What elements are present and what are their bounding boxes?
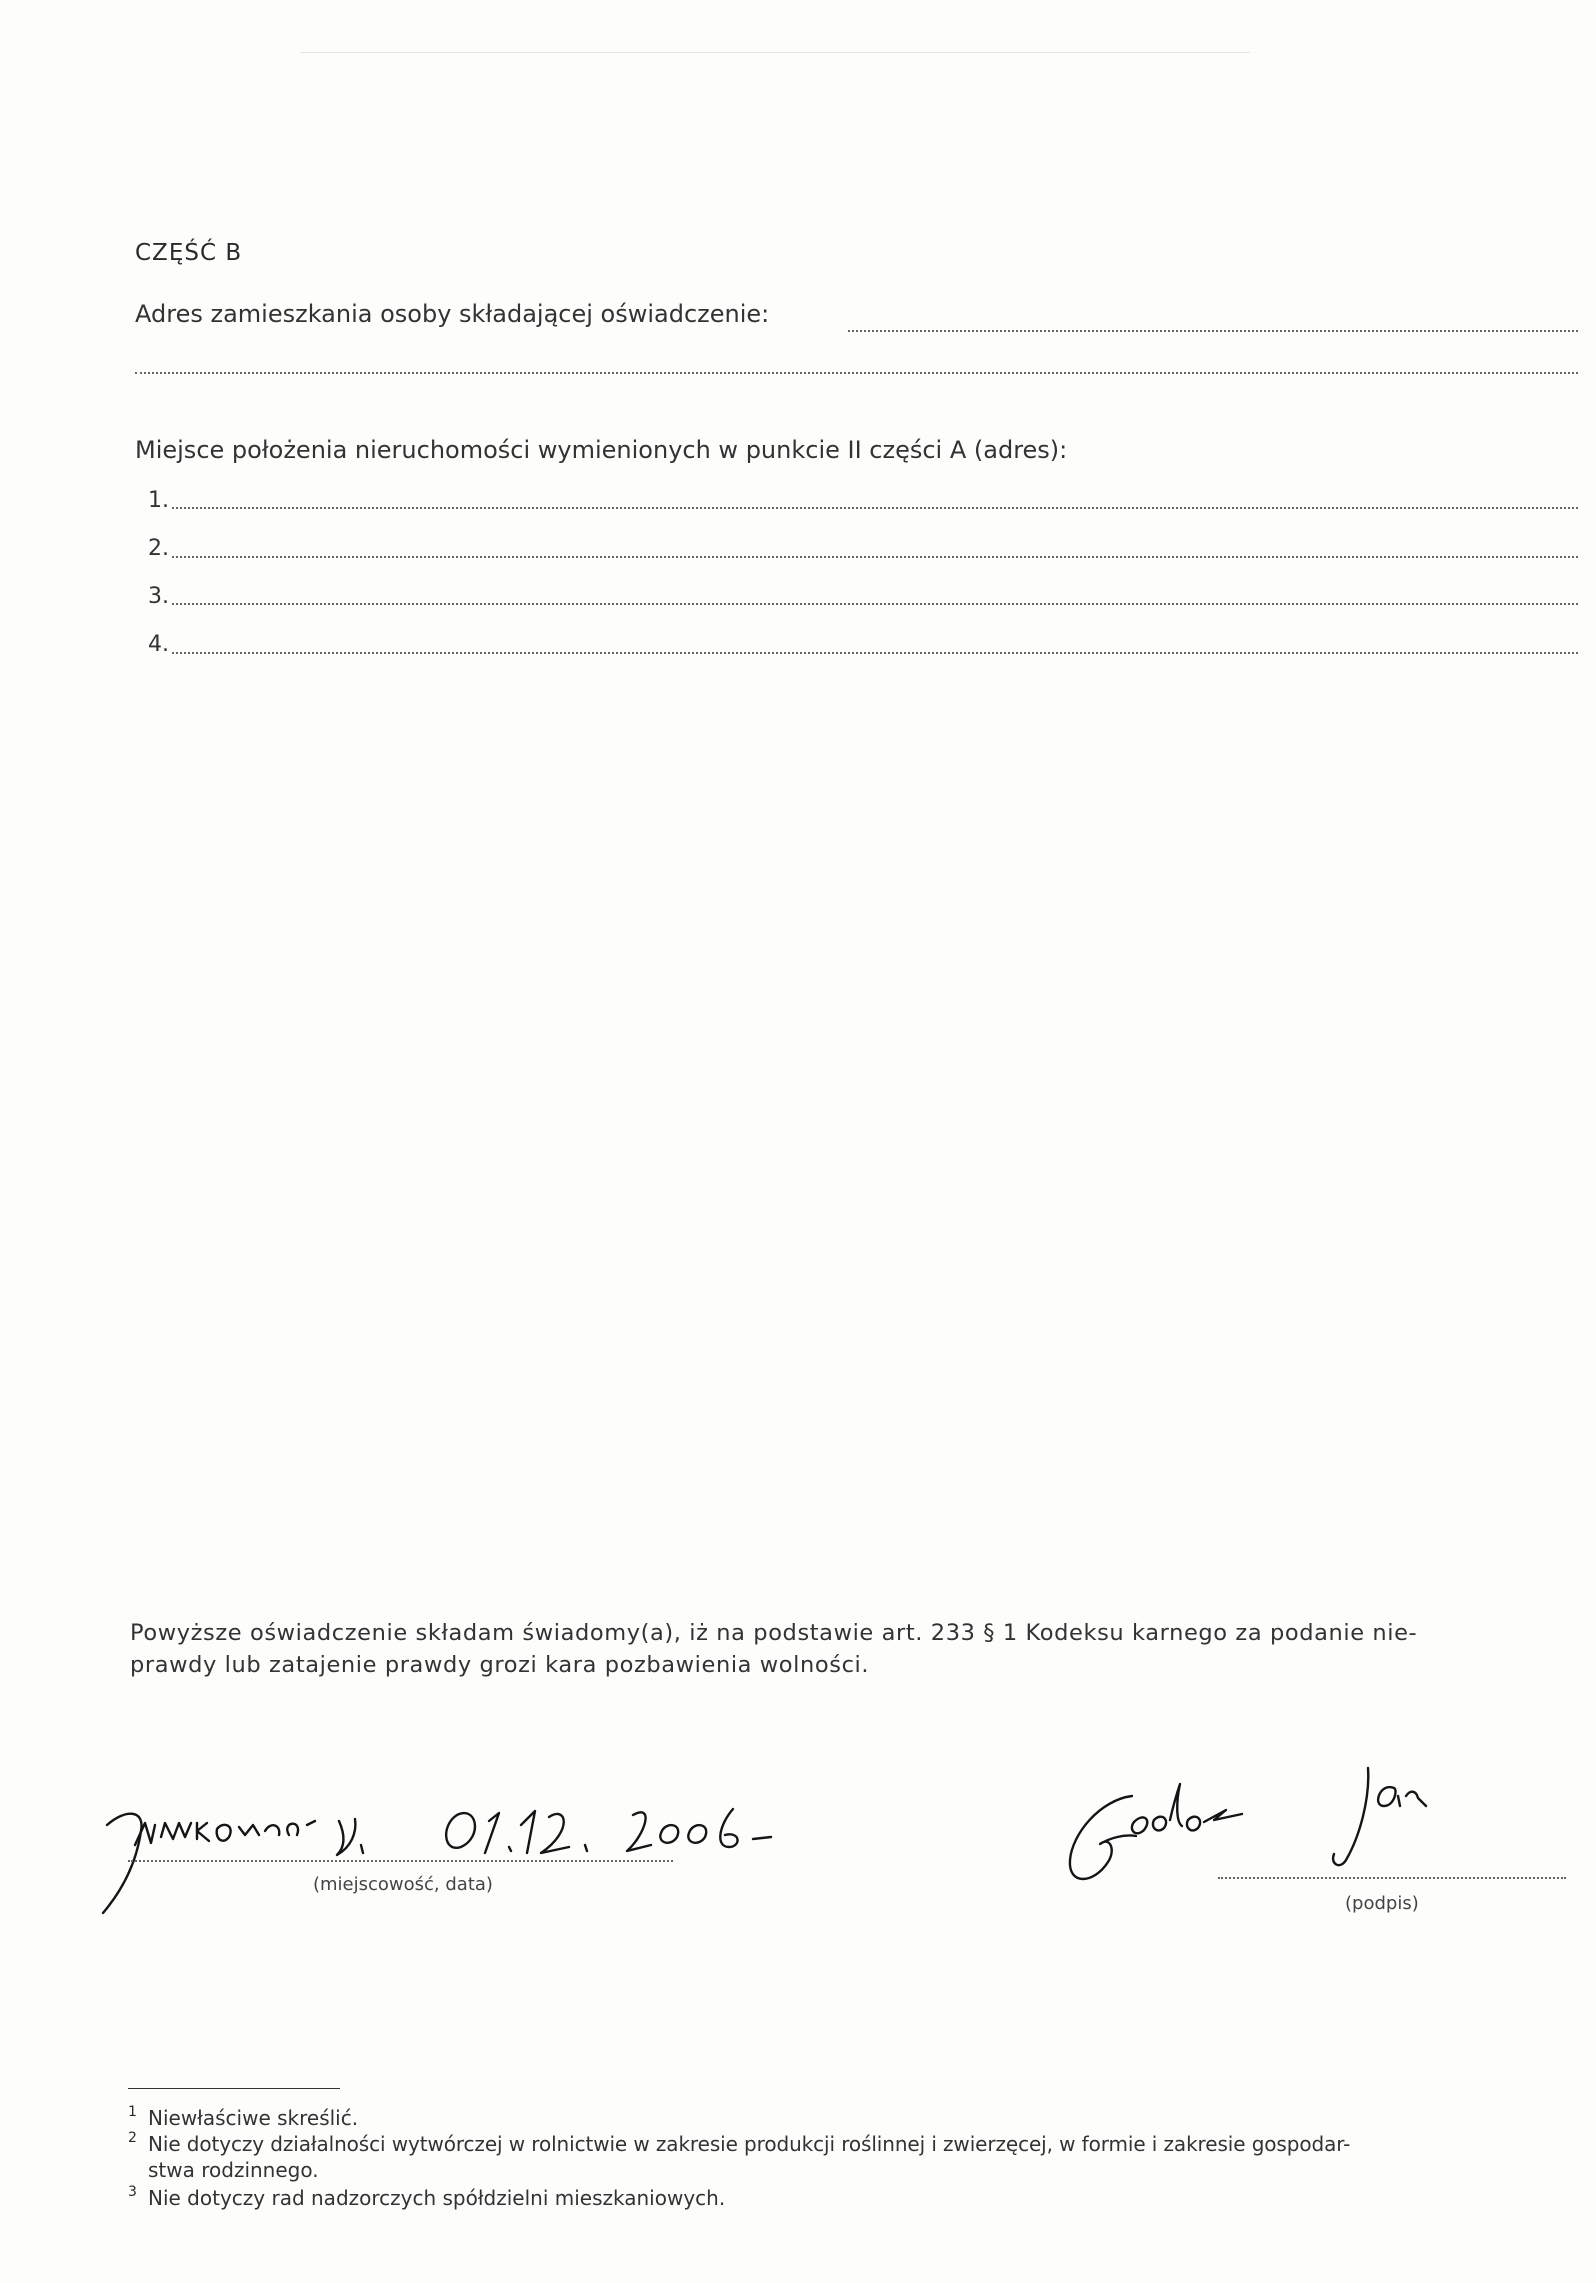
section-heading: CZĘŚĆ B — [135, 240, 243, 266]
scan-edge-line — [300, 52, 1250, 53]
footnote-2: Nie dotyczy działalności wytwórczej w rolnictwie w zakresie produkcji roślinnej i zwierzęcej, w formie i zakresie gospodar- — [148, 2132, 1351, 2156]
property-item-number-3: 3. — [148, 584, 169, 609]
property-item-line-4[interactable] — [172, 652, 1578, 654]
property-item-number-1: 1. — [148, 488, 169, 513]
property-item-line-2[interactable] — [172, 556, 1578, 558]
property-label: Miejsce położenia nieruchomości wymienionych w punkcie II części A (adres): — [135, 436, 1068, 464]
footnote-mark-3: 3 — [128, 2184, 137, 2200]
footnote-2-continuation: stwa rodzinnego. — [148, 2158, 319, 2182]
signature-line[interactable] — [1218, 1877, 1566, 1879]
address-label: Adres zamieszkania osoby składającej oświadczenie: — [135, 300, 770, 328]
handwritten-place-date — [85, 1775, 825, 1925]
address-field-line-2[interactable] — [135, 372, 1578, 374]
handwritten-signature — [1050, 1760, 1490, 1910]
property-item-line-3[interactable] — [172, 603, 1578, 605]
address-field-line-1[interactable] — [848, 330, 1578, 332]
property-item-number-4: 4. — [148, 632, 169, 657]
footnote-1: Niewłaściwe skreślić. — [148, 2106, 359, 2130]
place-date-caption: (miejscowość, data) — [313, 1874, 493, 1895]
footnote-mark-1: 1 — [128, 2104, 137, 2120]
statement-line-2: prawdy lub zatajenie prawdy grozi kara pozbawienia wolności. — [130, 1652, 870, 1678]
property-item-line-1[interactable] — [172, 507, 1578, 509]
footnote-separator — [128, 2088, 340, 2089]
footnote-mark-2: 2 — [128, 2130, 137, 2146]
statement-line-1: Powyższe oświadczenie składam świadomy(a), iż na podstawie art. 233 § 1 Kodeksu karnego za podanie nie- — [130, 1620, 1418, 1646]
signature-caption: (podpis) — [1345, 1893, 1419, 1914]
place-date-line[interactable] — [128, 1860, 673, 1862]
footnote-3: Nie dotyczy rad nadzorczych spółdzielni mieszkaniowych. — [148, 2186, 726, 2210]
property-item-number-2: 2. — [148, 536, 169, 561]
